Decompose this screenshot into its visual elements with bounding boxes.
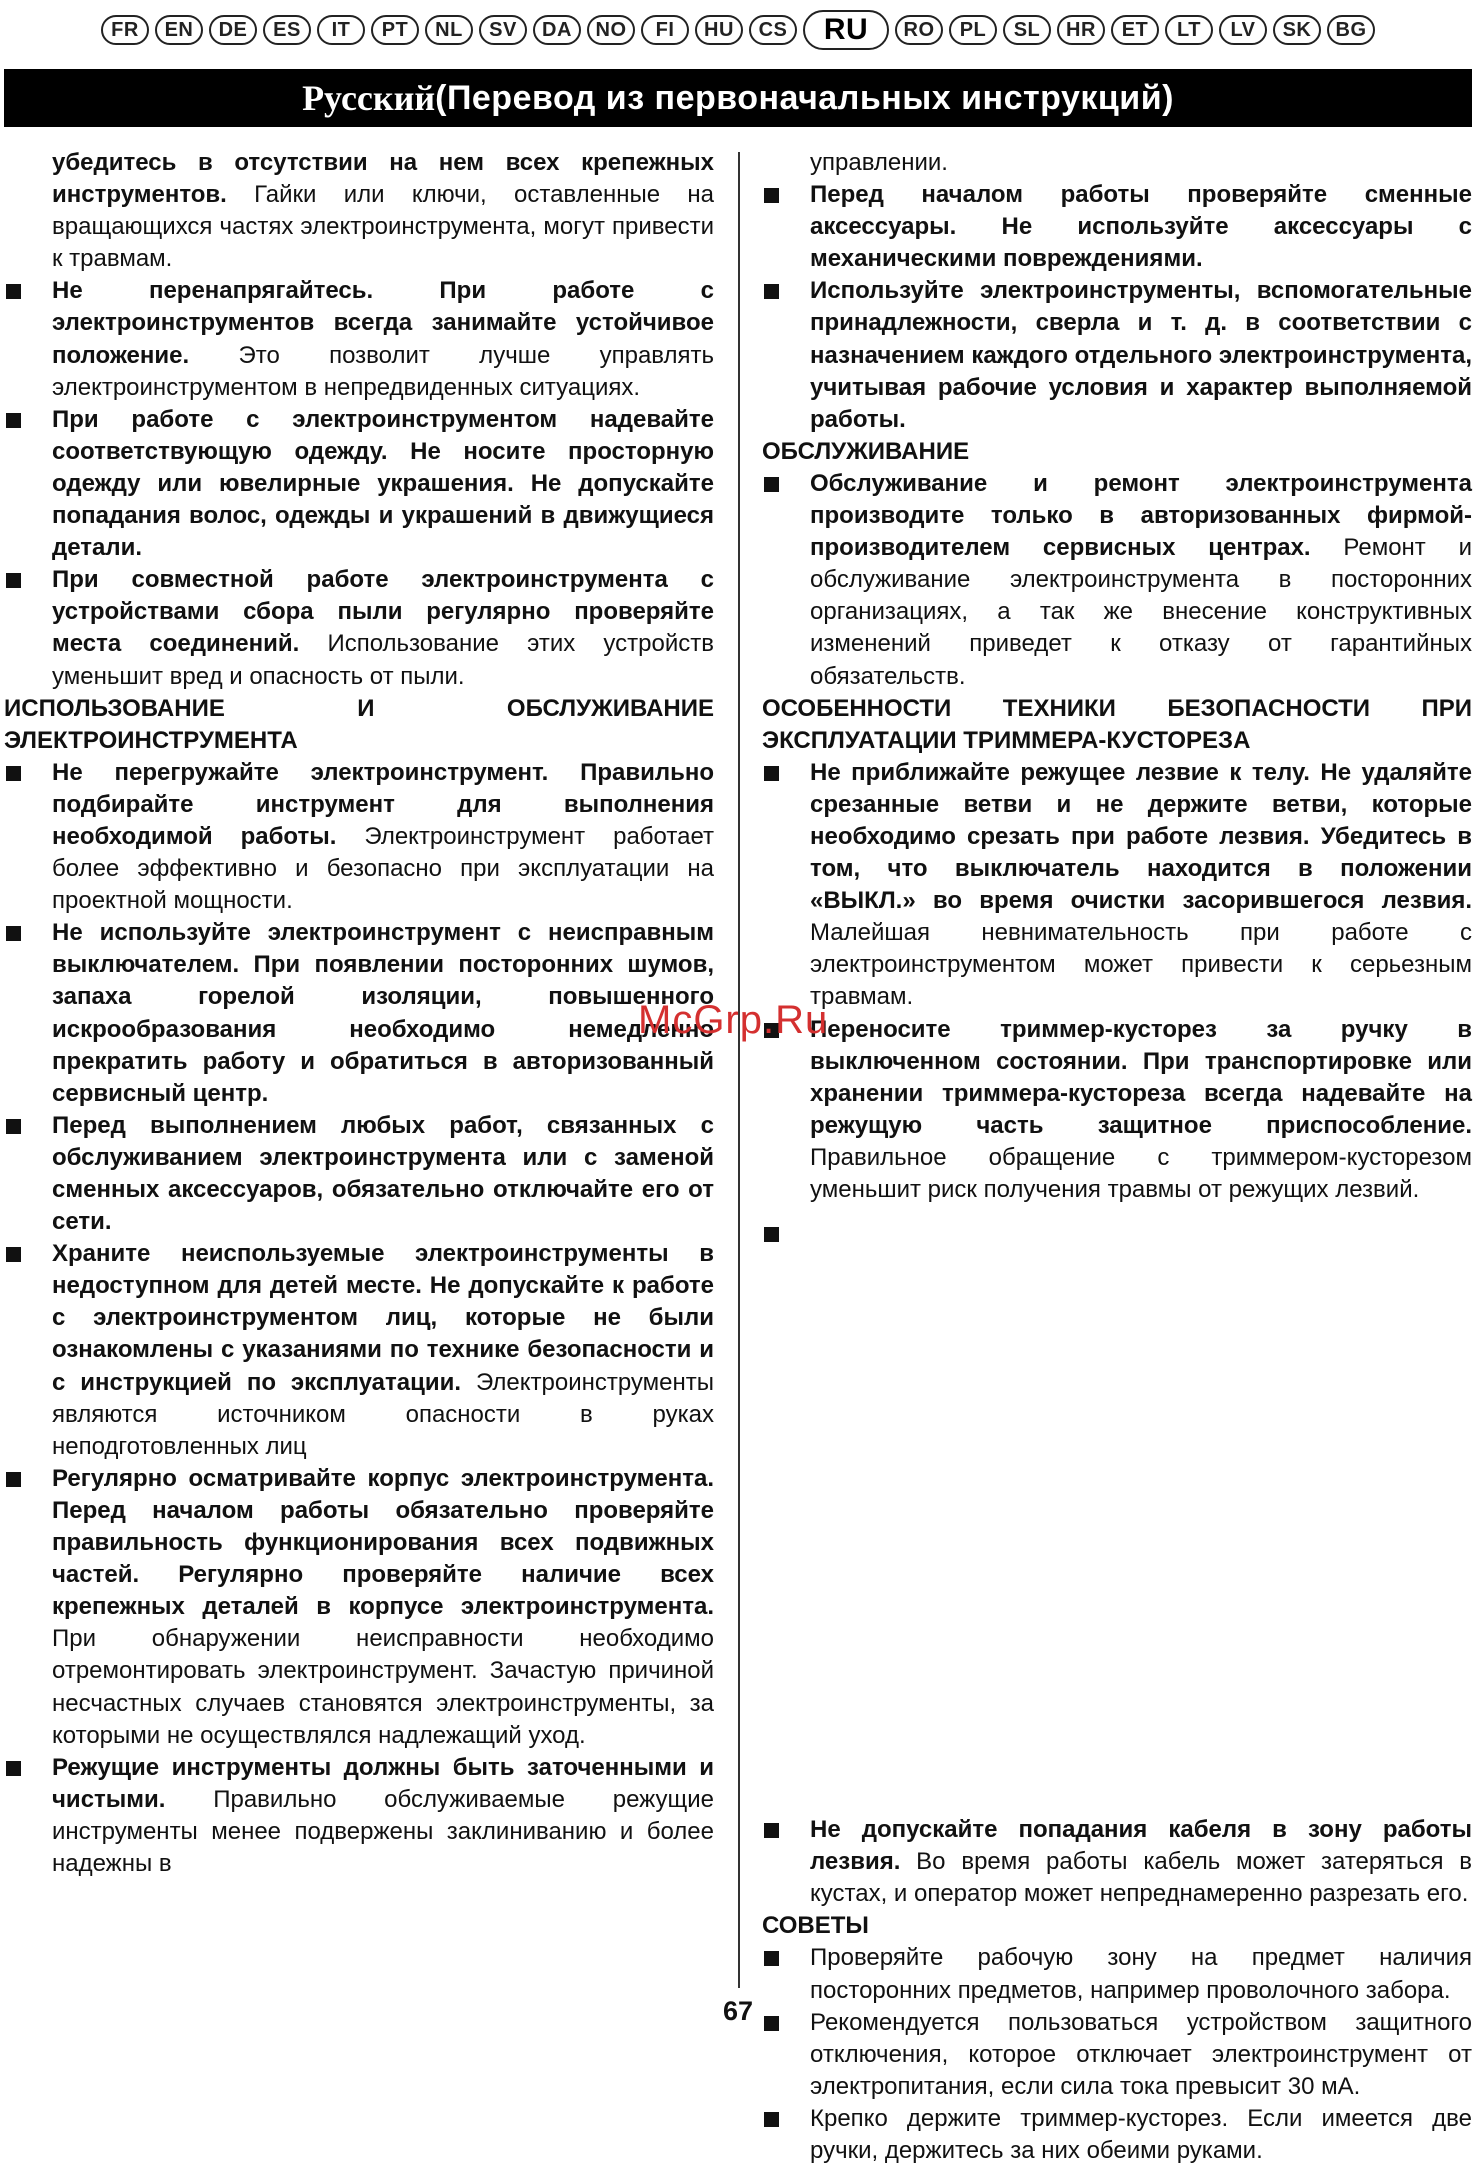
language-tab-cs: CS xyxy=(749,15,797,45)
bullet-icon xyxy=(764,284,779,299)
section-heading-tips: СОВЕТЫ xyxy=(762,1912,869,1940)
list-item: Не используйте электроинструмент с неисправным выключателем. При появлении посторонних шумов, запаха горелой изоляции, повышенного искрообразования необходимо немедленно прекратить работу и обратиться в авторизованный сервисный центр. xyxy=(4,917,714,1110)
bullet-icon xyxy=(6,284,21,299)
language-tab-ro: RO xyxy=(895,15,943,45)
language-tab-en: EN xyxy=(155,15,203,45)
continuation-text: управлении. xyxy=(810,149,948,176)
language-tab-hu: HU xyxy=(695,15,743,45)
language-tab-it: IT xyxy=(317,15,365,45)
bullet-icon xyxy=(764,766,779,781)
language-tab-hr: HR xyxy=(1057,15,1105,45)
service-list xyxy=(762,468,1472,693)
list-item: При совместной работе электроинструмента с устройствами сбора пыли регулярно проверяйте места соединений. Использование этих устройств уменьшит вред и опасность от пыли. xyxy=(4,564,714,692)
list-item: Проверяйте рабочую зону на предмет наличия посторонних предметов, например проволочного забора. xyxy=(762,1942,1472,2006)
bullet-icon xyxy=(764,188,779,203)
left-column xyxy=(4,147,714,1880)
bullet-icon xyxy=(6,766,21,781)
list-item: Рекомендуется пользоваться устройством защитного отключения, которое отключает электроинструмент от электропитания, если сила тока превысит 30 мА. xyxy=(762,2007,1472,2103)
section-heading-use: ИСПОЛЬЗОВАНИЕ И ОБСЛУЖИВАНИЕ ЭЛЕКТРОИНСТРУМЕНТА xyxy=(4,694,714,754)
bullet-icon xyxy=(6,1761,21,1776)
language-tab-es: ES xyxy=(263,15,311,45)
list-item: Регулярно осматривайте корпус электроинструмента. Перед началом работы обязательно проверяйте правильность функционирования всех подвижных частей. Регулярно проверяйте наличие всех крепежных деталей в корпусе электроинструмента. При обнаружении неисправности необходимо отремонтировать электроинструмент. Зачастую причиной несчастных случаев становятся электроинструменты, за которыми не осуществлялся надлежащий уход. xyxy=(4,1463,714,1752)
list-item: Перед выполнением любых работ, связанных с обслуживанием электроинструмента или с заменой сменных аксессуаров, обязательно отключайте его от сети. xyxy=(4,1110,714,1238)
tips-list xyxy=(762,1942,1472,2167)
bullet-icon xyxy=(764,1227,779,1242)
page-number: 67 xyxy=(722,1996,754,2026)
bullet-icon xyxy=(6,1119,21,1134)
language-tab-lt: LT xyxy=(1165,15,1213,45)
language-tab-no: NO xyxy=(587,15,635,45)
language-tab-de: DE xyxy=(209,15,257,45)
language-tab-nl: NL xyxy=(425,15,473,45)
safety-list-accessories xyxy=(762,179,1472,436)
language-tab-pt: PT xyxy=(371,15,419,45)
bullet-icon xyxy=(6,413,21,428)
list-item: Перед началом работы проверяйте сменные аксессуары. Не используйте аксессуары с механическими повреждениями. xyxy=(762,179,1472,275)
language-bar xyxy=(4,10,1472,50)
title-language: Русский xyxy=(302,78,436,118)
title-bar xyxy=(4,69,1472,127)
language-tab-sv: SV xyxy=(479,15,527,45)
language-tab-ru: RU xyxy=(803,10,889,50)
title-subtitle: (Перевод из первоначальных инструкций) xyxy=(435,78,1174,117)
bullet-icon xyxy=(764,2112,779,2127)
language-tab-fr: FR xyxy=(101,15,149,45)
list-item-cable: Не допускайте попадания кабеля в зону работы лезвия. Во время работы кабель может затеряться в кустах, и оператор может непреднамеренно разрезать его. xyxy=(762,1814,1472,1910)
safety-list-personal xyxy=(4,275,714,692)
bullet-icon xyxy=(6,1472,21,1487)
continuation-text: убедитесь в отсутствии на нем всех крепежных инструментов. Гайки или ключи, оставленные на вращающихся частях электроинструмента, могут привести к травмам. xyxy=(52,149,714,273)
language-tab-sk: SK xyxy=(1273,15,1321,45)
bullet-icon xyxy=(6,1247,21,1262)
bullet-icon xyxy=(6,926,21,941)
empty-bullet-item xyxy=(762,1218,1472,1814)
safety-list-use xyxy=(4,757,714,1880)
language-tab-pl: PL xyxy=(949,15,997,45)
bullet-icon xyxy=(764,1951,779,1966)
list-item: Крепко держите триммер-кусторез. Если имеется две ручки, держитесь за них обеими руками. xyxy=(762,2103,1472,2167)
right-column xyxy=(762,147,1472,2167)
language-tab-lv: LV xyxy=(1219,15,1267,45)
language-tab-sl: SL xyxy=(1003,15,1051,45)
bullet-icon xyxy=(6,573,21,588)
language-tab-bg: BG xyxy=(1327,15,1375,45)
list-item: Используйте электроинструменты, вспомогательные принадлежности, сверла и т. д. в соответствии с назначением каждого отдельного электроинструмента, учитывая рабочие условия и характер выполняемой работы. xyxy=(762,275,1472,435)
list-item: Не приближайте режущее лезвие к телу. Не удаляйте срезанные ветви и не держите ветви, которые необходимо срезать при работе лезвия. Убедитесь в том, что выключатель находится в положении «ВЫКЛ.» во время очистки засорившегося лезвия. Малейшая невнимательность при работе с электроинструментом может привести к серьезным травмам. xyxy=(762,757,1472,1014)
list-item: При работе с электроинструментом надевайте соответствующую одежду. Не носите просторную одежду или ювелирные украшения. Не допускайте попадания волос, одежды и украшений в движущиеся детали. xyxy=(4,404,714,564)
watermark: McGrp.Ru xyxy=(638,998,829,1042)
list-item: Не перенапрягайтесь. При работе с электроинструментов всегда занимайте устойчивое положение. Это позволит лучше управлять электроинструментом в непредвиденных ситуациях. xyxy=(4,275,714,403)
list-item: Не перегружайте электроинструмент. Правильно подбирайте инструмент для выполнения необходимой работы. Электроинструмент работает более эффективно и безопасно при эксплуатации на проектной мощности. xyxy=(4,757,714,917)
list-item: Режущие инструменты должны быть заточенными и чистыми. Правильно обслуживаемые режущие инструменты менее подвержены заклиниванию и более надежны в xyxy=(4,1752,714,1880)
list-item: Переносите триммер-кусторез за ручку в выключенном состоянии. При транспортировке или хранении триммера-кустореза всегда надевайте на режущую часть защитное приспособление. Правильное обращение с триммером-кусторезом уменьшит риск получения травмы от режущих лезвий. xyxy=(762,1014,1472,1207)
column-divider xyxy=(738,152,740,1988)
language-tab-et: ET xyxy=(1111,15,1159,45)
language-tab-da: DA xyxy=(533,15,581,45)
section-heading-service: ОБСЛУЖИВАНИЕ xyxy=(762,437,970,465)
bullet-icon xyxy=(764,477,779,492)
trimmer-safety-list xyxy=(762,757,1472,1206)
list-item: Обслуживание и ремонт электроинструмента производите только в авторизованных фирмой-производителем сервисных центрах. Ремонт и обслуживание электроинструмента в посторонних организациях, а так же внесение конструктивных изменений приведет к отказу от гарантийных обязательств. xyxy=(762,468,1472,693)
language-tab-fi: FI xyxy=(641,15,689,45)
list-item: Храните неиспользуемые электроинструменты в недоступном для детей месте. Не допускайте к работе с электроинструментом лиц, которые не были ознакомлены с указаниями по технике безопасности и с инструкцией по эксплуатации. Электроинструменты являются источником опасности в руках неподготовленных лиц xyxy=(4,1238,714,1463)
bullet-icon xyxy=(764,1823,779,1838)
section-heading-trimmer: ОСОБЕННОСТИ ТЕХНИКИ БЕЗОПАСНОСТИ ПРИ ЭКСПЛУАТАЦИИ ТРИММЕРА-КУСТОРЕЗА xyxy=(762,694,1472,754)
